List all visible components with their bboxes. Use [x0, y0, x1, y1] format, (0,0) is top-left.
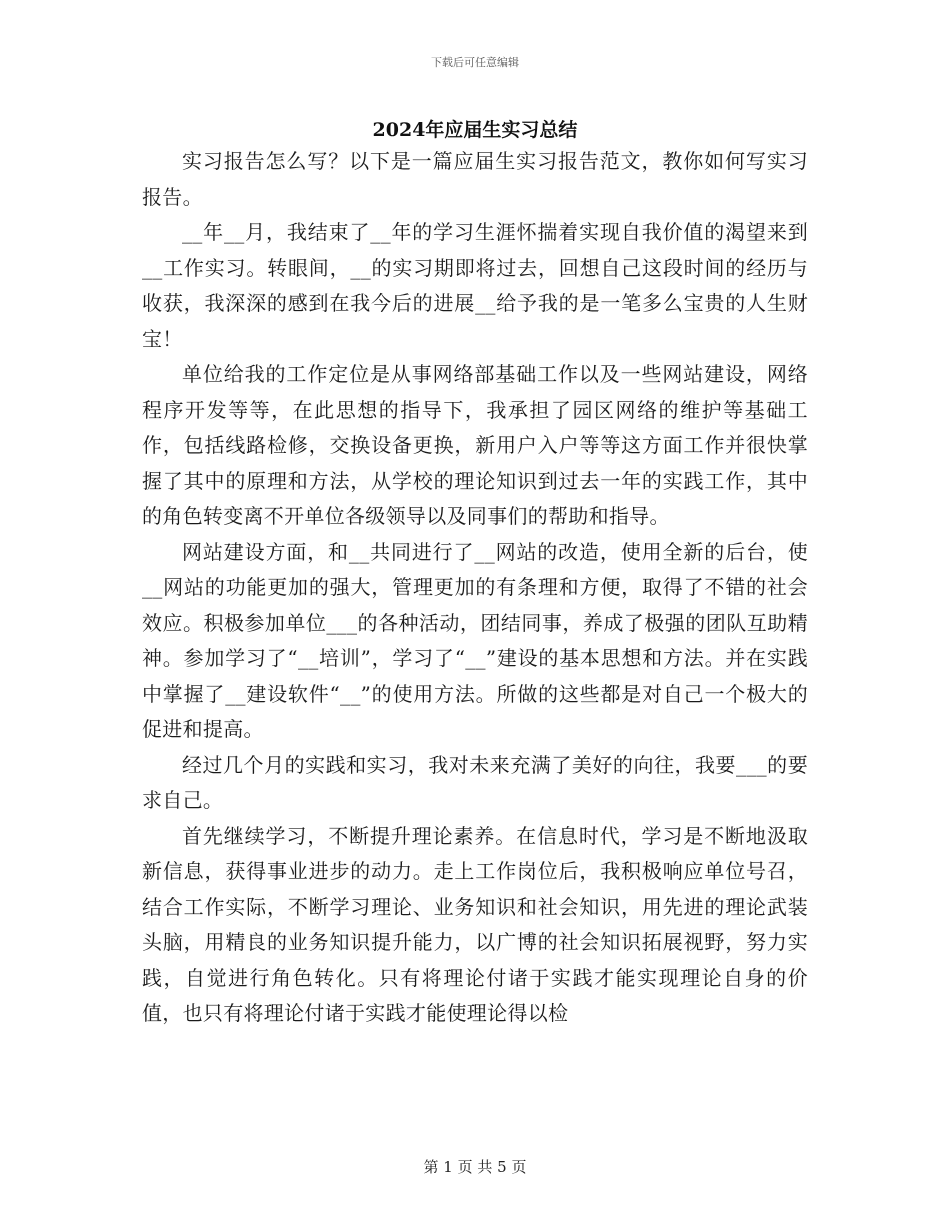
paragraph: 经过几个月的实践和实习，我对未来充满了美好的向往，我要___的要求自己。	[142, 752, 808, 812]
paragraph: 实习报告怎么写？以下是一篇应届生实习报告范文，教你如何写实习报告。	[142, 149, 808, 209]
paragraph: 单位给我的工作定位是从事网络部基础工作以及一些网站建设，网络程序开发等等，在此思想的指导下，我承担了园区网络的维护等基础工作，包括线路检修，交换设备更换，新用户入户等等这方面工作并很快掌握了其中的原理和方法，从学校的理论知识到过去一年的实践工作，其中的角色转变离不开单位各级领导以及同事们的帮助和指导。	[142, 362, 808, 528]
page-number: 第 1 页 共 5 页	[423, 1158, 527, 1176]
document-title: 2024年应届生实习总结	[372, 119, 578, 141]
document-body	[142, 144, 808, 1032]
paragraph: __年__月，我结束了__年的学习生涯怀揣着实现自我价值的渴望来到__工作实习。转眼间，__的实习期即将过去，回想自己这段时间的经历与收获，我深深的感到在我今后的进展__给予我的是一笔多么宝贵的人生财宝！	[142, 220, 808, 351]
paragraph: 首先继续学习，不断提升理论素养。在信息时代，学习是不断地汲取新信息，获得事业进步的动力。走上工作岗位后，我积极响应单位号召，结合工作实际，不断学习理论、业务知识和社会知识，用先进的理论武装头脑，用精良的业务知识提升能力，以广博的社会知识拓展视野，努力实践，自觉进行角色转化。只有将理论付诸于实践才能实现理论自身的价值，也只有将理论付诸于实践才能使理论得以检	[142, 823, 808, 1025]
download-note: 下载后可任意编辑	[431, 56, 519, 69]
paragraph: 网站建设方面，和__共同进行了__网站的改造，使用全新的后台，使__网站的功能更加的强大，管理更加的有条理和方便，取得了不错的社会效应。积极参加单位___的各种活动，团结同事，养成了极强的团队互助精神。参加学习了“__培训”，学习了“__”建设的基本思想和方法。并在实践中掌握了__建设软件“__”的使用方法。所做的这些都是对自己一个极大的促进和提高。	[142, 539, 808, 741]
